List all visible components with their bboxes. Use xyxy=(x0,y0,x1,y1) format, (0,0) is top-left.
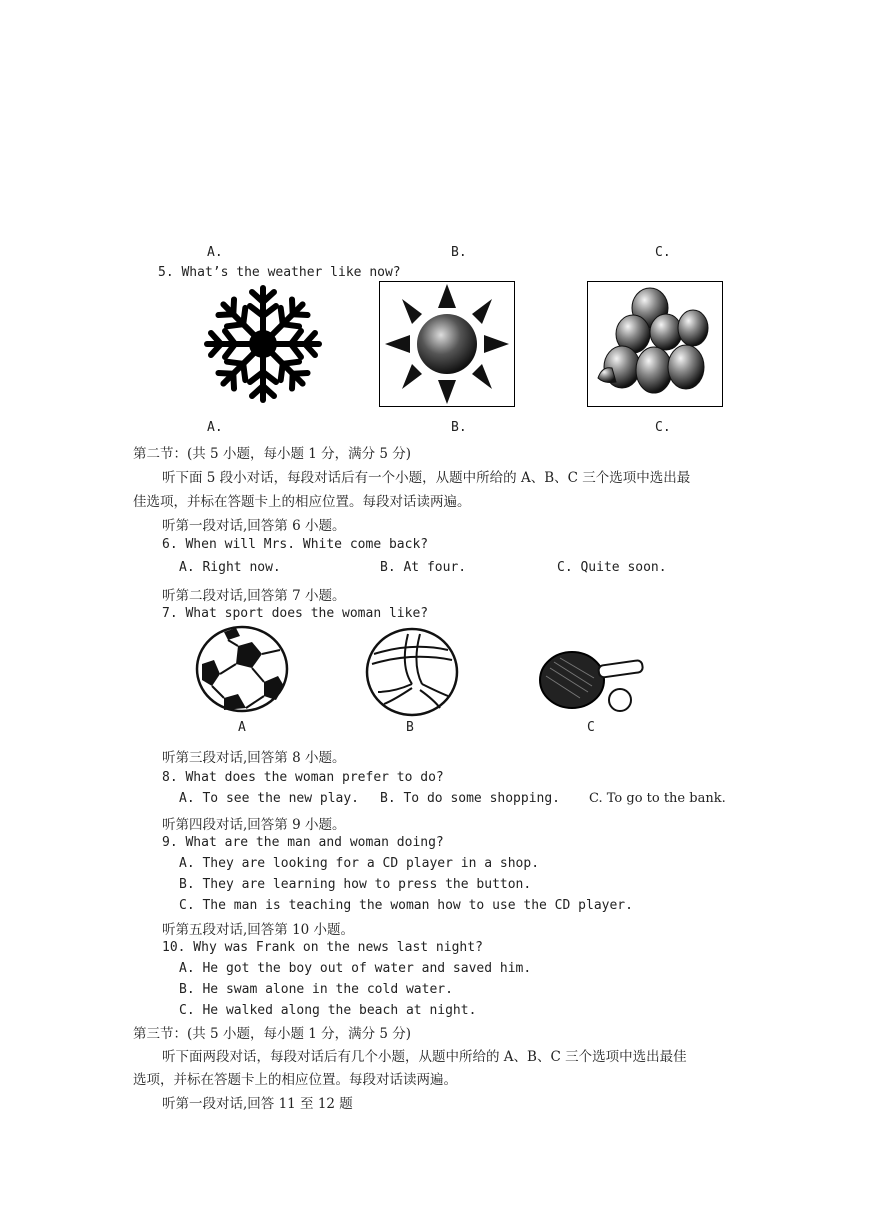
section-3-instructions-line-1: 听下面两段对话，每段对话后有几个小题，从题中所给的 A、B、C 三个选项中选出最佳 xyxy=(162,1049,687,1065)
question-8: 8. What does the woman prefer to do? xyxy=(162,770,444,785)
question-7: 7. What sport does the woman like? xyxy=(162,606,429,621)
section-3-dialogue-1-prompt: 听第一段对话,回答 11 至 12 题 xyxy=(162,1096,353,1112)
dialogue-1-prompt: 听第一段对话,回答第 6 小题。 xyxy=(162,518,346,534)
q8-option-c: C. To go to the bank. xyxy=(589,791,726,806)
q9-option-a: A. They are looking for a CD player in a shop. xyxy=(179,856,540,871)
q10-option-c: C. He walked along the beach at night. xyxy=(179,1003,477,1018)
section-3-heading: 第三节：(共 5 小题，每小题 1 分，满分 5 分) xyxy=(133,1026,412,1042)
q8-option-b: B. To do some shopping. xyxy=(380,791,561,806)
q6-option-c: C. Quite soon. xyxy=(557,560,667,575)
snowflake-icon xyxy=(196,282,330,406)
q4-option-a-label: A. xyxy=(207,245,223,260)
dialogue-2-prompt: 听第二段对话,回答第 7 小题。 xyxy=(162,588,346,604)
q7-option-c-label: C xyxy=(587,720,595,735)
q5-option-b-label: B. xyxy=(451,420,467,435)
q7-option-b-label: B xyxy=(406,720,414,735)
ping-pong-icon xyxy=(536,650,656,714)
section-2-heading: 第二节：(共 5 小题，每小题 1 分，满分 5 分) xyxy=(133,446,412,462)
q6-option-a: A. Right now. xyxy=(179,560,281,575)
question-9: 9. What are the man and woman doing? xyxy=(162,835,444,850)
section-2-instructions-line-2: 佳选项，并标在答题卡上的相应位置。每段对话读两遍。 xyxy=(133,494,471,510)
question-10: 10. Why was Frank on the news last night? xyxy=(162,940,483,955)
q5-option-c-label: C. xyxy=(655,420,671,435)
section-3-instructions-line-2: 选项，并标在答题卡上的相应位置。每段对话读两遍。 xyxy=(133,1072,457,1088)
q7-option-a-label: A xyxy=(238,720,246,735)
q4-option-c-label: C. xyxy=(655,245,671,260)
dialogue-4-prompt: 听第四段对话,回答第 9 小题。 xyxy=(162,817,346,833)
soccer-ball-icon xyxy=(194,624,290,714)
q4-option-b-label: B. xyxy=(451,245,467,260)
section-2-instructions-line-1: 听下面 5 段小对话，每段对话后有一个小题，从题中所给的 A、B、C 三个选项中选出最 xyxy=(162,470,691,486)
sun-icon xyxy=(379,281,515,407)
q9-option-b: B. They are learning how to press the button. xyxy=(179,877,532,892)
volleyball-icon xyxy=(364,626,460,718)
q5-option-a-label: A. xyxy=(207,420,223,435)
q10-option-b: B. He swam alone in the cold water. xyxy=(179,982,453,997)
dialogue-3-prompt: 听第三段对话,回答第 8 小题。 xyxy=(162,750,346,766)
question-6: 6. When will Mrs. White come back? xyxy=(162,537,429,552)
q6-option-b: B. At four. xyxy=(380,560,467,575)
q8-option-a: A. To see the new play. xyxy=(179,791,360,806)
cloud-icon xyxy=(587,281,723,407)
q10-option-a: A. He got the boy out of water and saved him. xyxy=(179,961,532,976)
dialogue-5-prompt: 听第五段对话,回答第 10 小题。 xyxy=(162,922,355,938)
question-5: 5. What’s the weather like now? xyxy=(158,265,401,280)
q9-option-c: C. The man is teaching the woman how to use the CD player. xyxy=(179,898,633,913)
